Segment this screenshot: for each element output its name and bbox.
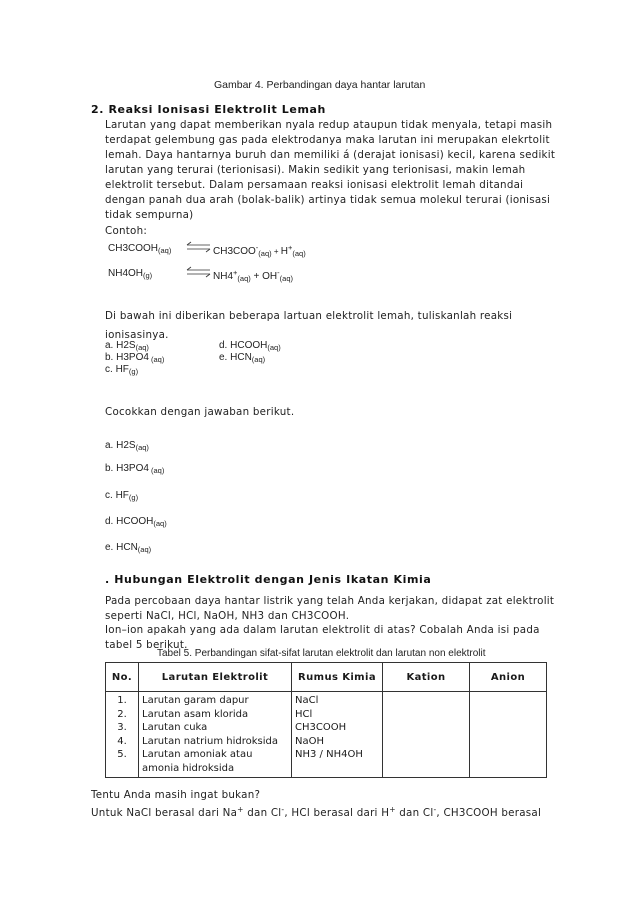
reaction-state: (aq)	[258, 249, 272, 258]
reaction-formula: NH4OH	[108, 268, 144, 279]
reaction-state: (aq)	[279, 274, 293, 283]
paragraph-line: Pada percobaan daya hantar listrik yang telah Anda kerjakan, didapat zat elektrolit	[105, 595, 555, 607]
task-text	[105, 309, 512, 343]
reaction-state: (aq)	[237, 274, 251, 283]
reaction-formula: CH3COOH	[108, 243, 159, 254]
number-cell: 1. 2. 3. 4. 5.	[106, 692, 139, 778]
reaction-formula: OH	[262, 271, 278, 282]
option-b: b. H3PO4 $_{(aq)}$	[105, 352, 165, 364]
paragraph-line: larutan yang terurai (terionisasi). Makin sedikit yang terionisasi, makin lemah	[105, 164, 526, 176]
table-5	[105, 662, 547, 778]
answer-d: d. $HCOOH_{(aq)}$	[105, 516, 167, 528]
closing-line-2: Untuk NaCl berasal dari Na+ dan Cl-, HCl berasal dari H+ dan Cl-, CH3COOH berasal	[91, 805, 542, 819]
section-2-heading: 2. Reaksi Ionisasi Elektrolit Lemah	[91, 103, 326, 116]
paragraph-line: Larutan yang dapat memberikan nyala redup ataupun tidak menyala, tetapi masih	[105, 119, 553, 131]
paragraph-line: tidak sempurna)	[105, 209, 194, 221]
table-header: No.	[106, 663, 139, 692]
formula-cell: NaCl HCl CH3COOH NaOH NH3 / NH4OH	[292, 692, 383, 778]
paragraph-line: terdapat gelembung gas pada elektrodanya maka larutan ini merupakan elekrtolit	[105, 134, 550, 146]
reaction-state: (aq)	[292, 249, 306, 258]
equilibrium-arrow-icon	[186, 266, 212, 278]
paragraph-line: Ion–ion apakah yang ada dalam larutan elektrolit di atas? Cobalah Anda isi pada	[105, 624, 540, 636]
paragraph-line: dengan panah dua arah (bolak-balik) artinya tidak semua molekul terurai (ionisasi	[105, 194, 551, 206]
anion-cell	[470, 692, 547, 778]
equilibrium-arrow-icon	[186, 241, 212, 253]
answer-c: c. $HF_{(g)}$	[105, 490, 139, 502]
reaction-formula: NH4	[213, 271, 234, 282]
option-a: a. $H2S_{(aq)}$	[105, 340, 149, 352]
option-e: e. $HCN_{(aq)}$	[219, 352, 266, 364]
reaction-state: (g)	[143, 271, 153, 280]
reaction-1-right	[213, 243, 306, 258]
reaction-formula: H	[280, 246, 288, 257]
paragraph-line: tabel 5 berikut.	[105, 638, 188, 651]
section-3-paragraph	[105, 594, 554, 652]
task-line: Di bawah ini diberikan beberapa lartuan elektrolit lemah, tuliskanlah reaksi	[105, 310, 513, 322]
reaction-2-right	[213, 268, 293, 283]
reaction-state: (aq)	[158, 246, 172, 255]
closing-line-1: Tentu Anda masih ingat bukan?	[91, 789, 261, 801]
table-header: Kation	[383, 663, 470, 692]
option-d: d. $HCOOH_{(aq)}$	[219, 340, 281, 352]
reaction-charge: -	[255, 243, 259, 252]
answer-a: a. $H2S_{(aq)}$	[105, 440, 149, 452]
figure-caption: Gambar 4. Perbandingan daya hantar larutan	[214, 79, 426, 91]
reaction-charge: +	[233, 268, 238, 277]
contoh-label: Contoh:	[105, 225, 148, 237]
section-2-paragraph	[105, 118, 555, 223]
reaction-plus: +	[271, 247, 281, 256]
paragraph-line: seperti NaCl, HCl, NaOH, NH3 dan CH3COOH.	[105, 609, 350, 622]
kation-cell	[383, 692, 470, 778]
table-header: Rumus Kimia	[292, 663, 383, 692]
reaction-2-left	[108, 268, 152, 280]
table-header-row	[106, 663, 547, 692]
reaction-charge: -	[277, 268, 280, 277]
table-header: Anion	[470, 663, 547, 692]
reaction-1-left	[108, 243, 171, 255]
table-row	[106, 692, 547, 778]
table-header: Larutan Elektrolit	[139, 663, 292, 692]
match-prompt: Cocokkan dengan jawaban berikut.	[105, 406, 295, 418]
name-cell: Larutan garam dapur Larutan asam klorida Larutan cuka Larutan natrium hidroksida Larutan amoniak atau amonia hidroksida	[139, 692, 292, 778]
section-3-heading: . Hubungan Elektrolit dengan Jenis Ikatan Kimia	[105, 573, 432, 586]
answer-e: e. $HCN_{(aq)}$	[105, 542, 152, 554]
answer-b: b. H3PO4 $_{(aq)}$	[105, 463, 165, 475]
paragraph-line: elektrolit tersebut. Dalam persamaan reaksi ionisasi elektrolit lemah ditandai	[105, 179, 524, 191]
task-line: ionisasinya.	[105, 329, 169, 341]
reaction-charge: +	[288, 243, 293, 252]
table-caption: Tabel 5. Perbandingan sifat-sifat larutan elektrolit dan larutan non elektrolit	[157, 648, 486, 659]
paragraph-line: lemah. Daya hantarnya buruh dan memiliki á (derajat ionisasi) kecil, karena sedikit	[105, 149, 556, 161]
reaction-formula: CH3COO	[213, 246, 256, 257]
option-c: c. $HF_{(g)}$	[105, 364, 139, 376]
reaction-plus: +	[250, 271, 263, 282]
